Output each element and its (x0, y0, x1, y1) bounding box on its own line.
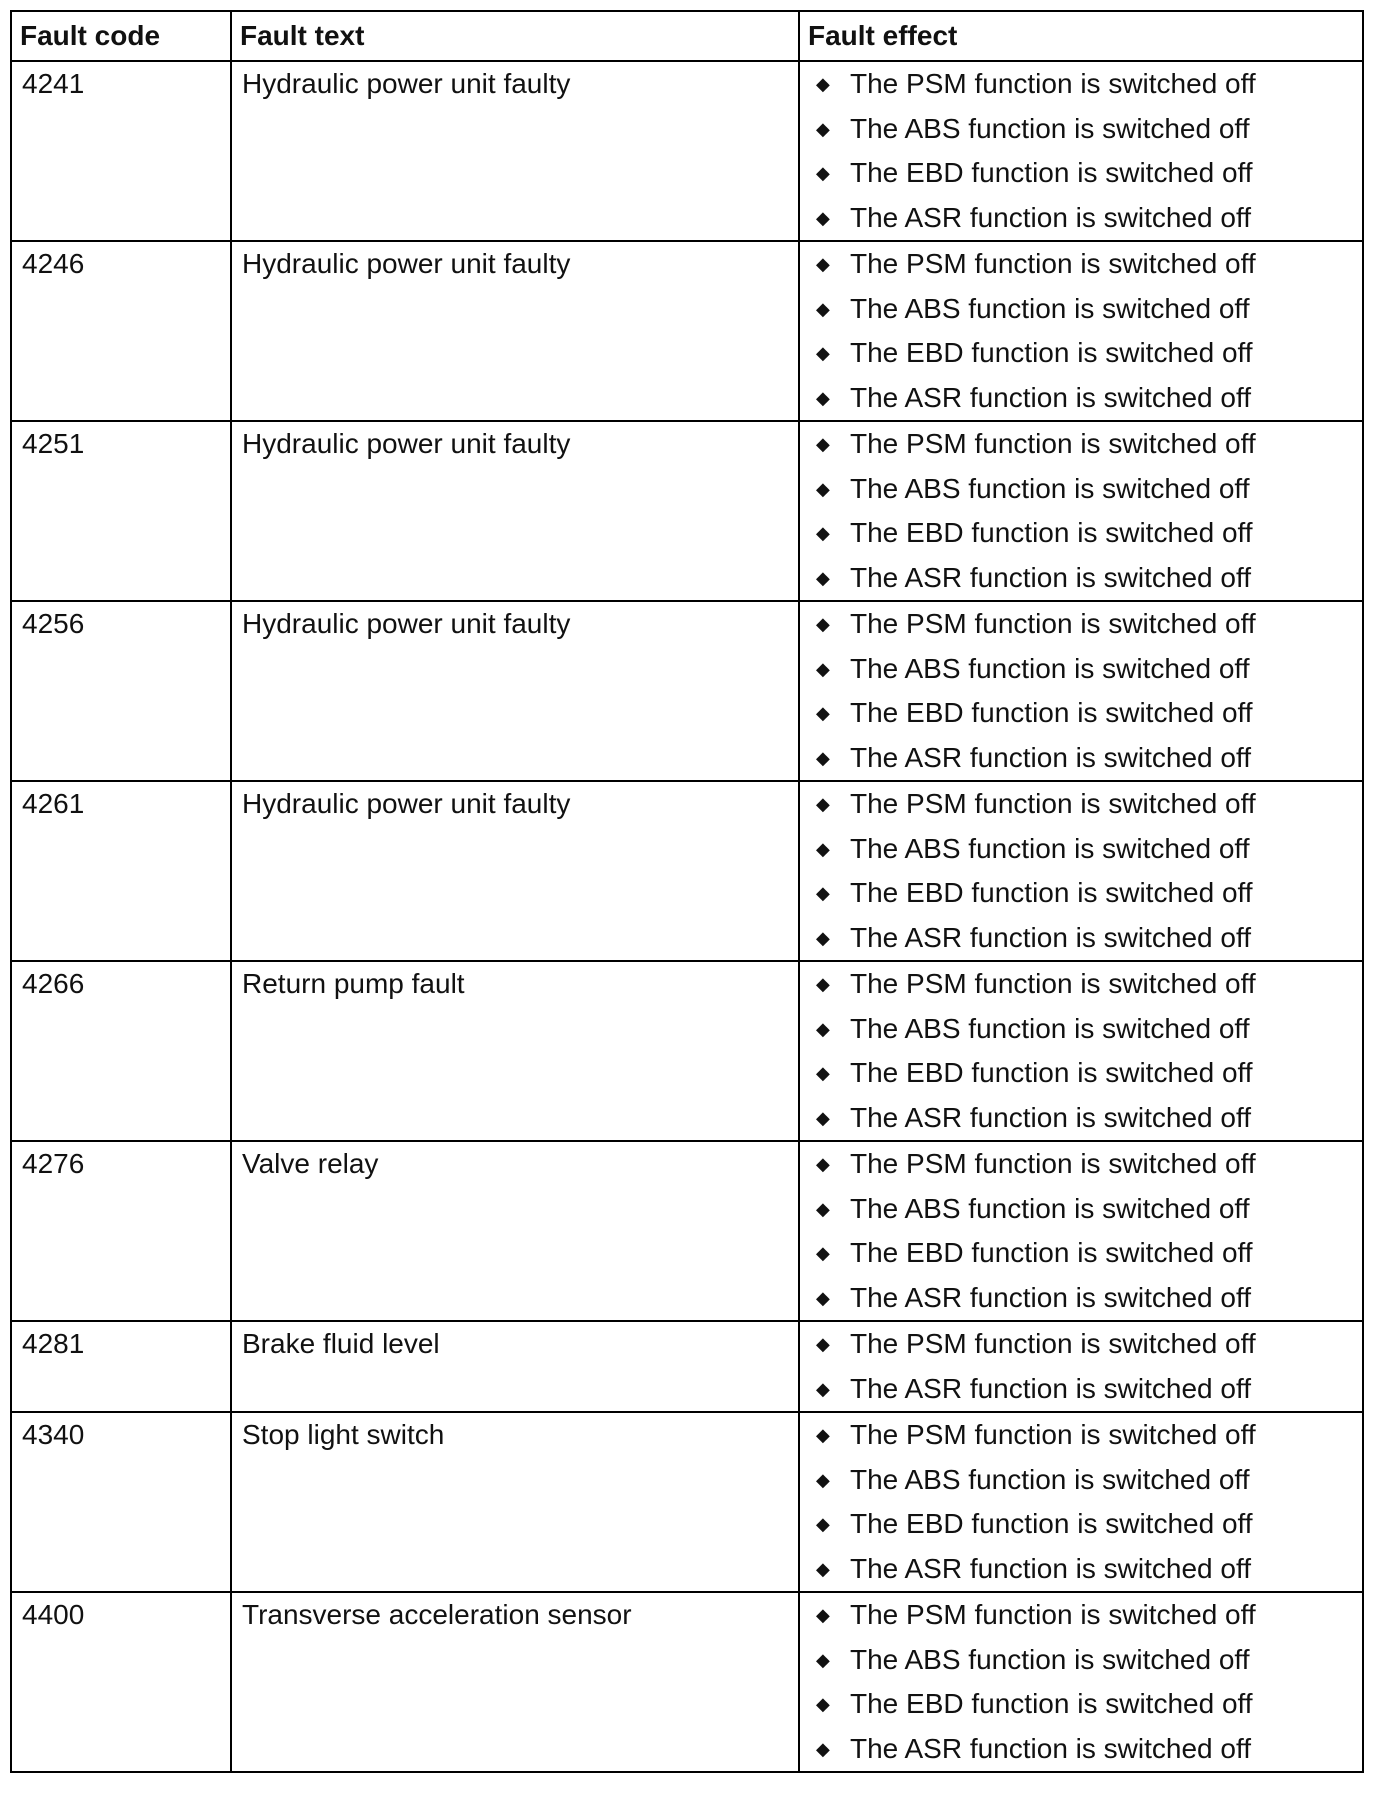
diamond-bullet-icon: ◆ (816, 1605, 830, 1625)
fault-effect-cell (799, 781, 1363, 961)
diamond-bullet-icon: ◆ (816, 658, 830, 679)
fault-code-cell: 4256 (11, 601, 231, 781)
diamond-bullet-icon: ◆ (816, 343, 830, 363)
diamond-bullet-icon: ◆ (816, 1694, 830, 1714)
effect-list (800, 1593, 1362, 1771)
diamond-bullet-icon: ◆ (816, 1378, 830, 1399)
header-fault-text: Fault text (231, 11, 799, 61)
effect-item (800, 782, 1362, 827)
effect-item (800, 422, 1362, 467)
effect-text: The EBD function is switched off (850, 337, 1253, 368)
table-row (11, 61, 1363, 241)
effect-text: The PSM function is switched off (850, 1148, 1256, 1179)
effect-item (800, 962, 1362, 1007)
effect-text: The ASR function is switched off (850, 381, 1252, 413)
diamond-bullet-icon: ◆ (816, 883, 830, 903)
header-row (11, 11, 1363, 61)
table-row (11, 421, 1363, 601)
fault-effect-cell (799, 61, 1363, 241)
effect-item (800, 196, 1362, 241)
diamond-bullet-icon: ◆ (816, 838, 830, 859)
table-row (11, 1592, 1363, 1772)
effect-item (800, 647, 1362, 692)
diamond-bullet-icon: ◆ (816, 1425, 830, 1445)
diamond-bullet-icon: ◆ (816, 927, 830, 948)
effect-item (800, 467, 1362, 512)
fault-code-table (10, 10, 1364, 1773)
effect-text: The EBD function is switched off (850, 877, 1253, 908)
effect-text: The ABS function is switched off (850, 1643, 1250, 1675)
effect-list (800, 782, 1362, 960)
fault-code-cell: 4400 (11, 1592, 231, 1772)
diamond-bullet-icon: ◆ (816, 1738, 830, 1759)
fault-text-cell: Return pump fault (231, 961, 799, 1141)
table-row (11, 1321, 1363, 1412)
effect-text: The PSM function is switched off (850, 968, 1256, 999)
effect-list (800, 1413, 1362, 1591)
effect-item (800, 1007, 1362, 1052)
effect-item (800, 1276, 1362, 1321)
diamond-bullet-icon: ◆ (816, 163, 830, 183)
effect-text: The EBD function is switched off (850, 1057, 1253, 1088)
effect-text: The EBD function is switched off (850, 1237, 1253, 1268)
diamond-bullet-icon: ◆ (816, 478, 830, 499)
effect-item (800, 691, 1362, 736)
effect-text: The ABS function is switched off (850, 1192, 1250, 1224)
effect-item (800, 1096, 1362, 1141)
diamond-bullet-icon: ◆ (816, 567, 830, 588)
effect-list (800, 62, 1362, 240)
fault-text-cell: Hydraulic power unit faulty (231, 601, 799, 781)
diamond-bullet-icon: ◆ (816, 1649, 830, 1670)
fault-text-cell: Valve relay (231, 1141, 799, 1321)
fault-text-cell: Hydraulic power unit faulty (231, 241, 799, 421)
effect-text: The ABS function is switched off (850, 292, 1250, 324)
effect-item (800, 1727, 1362, 1772)
table-header (11, 11, 1363, 61)
effect-text: The ASR function is switched off (850, 1372, 1252, 1404)
effect-item (800, 1547, 1362, 1592)
effect-text: The PSM function is switched off (850, 428, 1256, 459)
diamond-bullet-icon: ◆ (816, 703, 830, 723)
effect-text: The PSM function is switched off (850, 68, 1256, 99)
diamond-bullet-icon: ◆ (816, 387, 830, 408)
header-fault-code: Fault code (11, 11, 231, 61)
effect-text: The ASR function is switched off (850, 201, 1252, 233)
table-row (11, 961, 1363, 1141)
effect-item (800, 511, 1362, 556)
effect-item (800, 916, 1362, 961)
fault-code-cell: 4266 (11, 961, 231, 1141)
effect-list (800, 422, 1362, 600)
fault-effect-cell (799, 421, 1363, 601)
diamond-bullet-icon: ◆ (816, 434, 830, 454)
effect-item (800, 1682, 1362, 1727)
effect-text: The EBD function is switched off (850, 1688, 1253, 1719)
effect-item (800, 287, 1362, 332)
effect-item (800, 1051, 1362, 1096)
diamond-bullet-icon: ◆ (816, 298, 830, 319)
fault-effect-cell (799, 1412, 1363, 1592)
effect-item (800, 1322, 1362, 1367)
effect-item (800, 1187, 1362, 1232)
diamond-bullet-icon: ◆ (816, 1243, 830, 1263)
effect-item (800, 556, 1362, 601)
effect-item (800, 62, 1362, 107)
effect-item (800, 331, 1362, 376)
effect-item (800, 1142, 1362, 1187)
fault-effect-cell (799, 961, 1363, 1141)
diamond-bullet-icon: ◆ (816, 523, 830, 543)
fault-effect-cell (799, 1592, 1363, 1772)
fault-code-cell: 4276 (11, 1141, 231, 1321)
diamond-bullet-icon: ◆ (816, 207, 830, 228)
fault-effect-cell (799, 1321, 1363, 1412)
effect-text: The PSM function is switched off (850, 788, 1256, 819)
fault-text-cell: Transverse acceleration sensor (231, 1592, 799, 1772)
effect-item (800, 107, 1362, 152)
effect-item (800, 151, 1362, 196)
diamond-bullet-icon: ◆ (816, 747, 830, 768)
effect-text: The EBD function is switched off (850, 517, 1253, 548)
table-body (11, 61, 1363, 1772)
fault-text-cell: Hydraulic power unit faulty (231, 421, 799, 601)
effect-text: The EBD function is switched off (850, 1508, 1253, 1539)
diamond-bullet-icon: ◆ (816, 1107, 830, 1128)
effect-text: The PSM function is switched off (850, 608, 1256, 639)
fault-code-cell: 4261 (11, 781, 231, 961)
effect-text: The ASR function is switched off (850, 741, 1252, 773)
fault-text-cell: Stop light switch (231, 1412, 799, 1592)
effect-text: The ASR function is switched off (850, 1281, 1252, 1313)
effect-text: The ABS function is switched off (850, 472, 1250, 504)
diamond-bullet-icon: ◆ (816, 974, 830, 994)
diamond-bullet-icon: ◆ (816, 254, 830, 274)
effect-item (800, 1367, 1362, 1412)
table-row (11, 781, 1363, 961)
effect-item (800, 376, 1362, 421)
effect-text: The PSM function is switched off (850, 1419, 1256, 1450)
effect-list (800, 1142, 1362, 1320)
effect-item (800, 1502, 1362, 1547)
effect-item (800, 1458, 1362, 1503)
effect-text: The ASR function is switched off (850, 1552, 1252, 1584)
diamond-bullet-icon: ◆ (816, 1514, 830, 1534)
effect-list (800, 242, 1362, 420)
effect-text: The ASR function is switched off (850, 921, 1252, 953)
fault-code-cell: 4340 (11, 1412, 231, 1592)
effect-text: The ABS function is switched off (850, 1012, 1250, 1044)
diamond-bullet-icon: ◆ (816, 794, 830, 814)
diamond-bullet-icon: ◆ (816, 1154, 830, 1174)
diamond-bullet-icon: ◆ (816, 1198, 830, 1219)
diamond-bullet-icon: ◆ (816, 1018, 830, 1039)
effect-text: The ASR function is switched off (850, 561, 1252, 593)
diamond-bullet-icon: ◆ (816, 1287, 830, 1308)
effect-item (800, 1593, 1362, 1638)
effect-text: The ABS function is switched off (850, 1463, 1250, 1495)
effect-text: The ABS function is switched off (850, 652, 1250, 684)
effect-item (800, 1638, 1362, 1683)
effect-list (800, 602, 1362, 780)
effect-item (800, 602, 1362, 647)
effect-text: The ASR function is switched off (850, 1101, 1252, 1133)
effect-item (800, 827, 1362, 872)
fault-code-cell: 4251 (11, 421, 231, 601)
fault-code-cell: 4281 (11, 1321, 231, 1412)
effect-text: The PSM function is switched off (850, 1599, 1256, 1630)
effect-text: The ASR function is switched off (850, 1732, 1252, 1764)
effect-item (800, 736, 1362, 781)
fault-effect-cell (799, 601, 1363, 781)
effect-text: The EBD function is switched off (850, 697, 1253, 728)
diamond-bullet-icon: ◆ (816, 74, 830, 94)
effect-text: The EBD function is switched off (850, 157, 1253, 188)
effect-text: The PSM function is switched off (850, 1328, 1256, 1359)
diamond-bullet-icon: ◆ (816, 1334, 830, 1354)
fault-effect-cell (799, 241, 1363, 421)
effect-text: The PSM function is switched off (850, 248, 1256, 279)
fault-text-cell: Hydraulic power unit faulty (231, 61, 799, 241)
effect-text: The ABS function is switched off (850, 832, 1250, 864)
table-row (11, 1412, 1363, 1592)
effect-text: The ABS function is switched off (850, 112, 1250, 144)
diamond-bullet-icon: ◆ (816, 118, 830, 139)
effect-list (800, 1322, 1362, 1411)
effect-item (800, 1413, 1362, 1458)
table-row (11, 601, 1363, 781)
table-row (11, 1141, 1363, 1321)
fault-code-cell: 4246 (11, 241, 231, 421)
effect-item (800, 1231, 1362, 1276)
diamond-bullet-icon: ◆ (816, 1063, 830, 1083)
effect-item (800, 871, 1362, 916)
fault-code-cell: 4241 (11, 61, 231, 241)
diamond-bullet-icon: ◆ (816, 614, 830, 634)
table-row (11, 241, 1363, 421)
fault-text-cell: Hydraulic power unit faulty (231, 781, 799, 961)
fault-text-cell: Brake fluid level (231, 1321, 799, 1412)
header-fault-effect: Fault effect (799, 11, 1363, 61)
effect-list (800, 962, 1362, 1140)
fault-effect-cell (799, 1141, 1363, 1321)
diamond-bullet-icon: ◆ (816, 1469, 830, 1490)
effect-item (800, 242, 1362, 287)
diamond-bullet-icon: ◆ (816, 1558, 830, 1579)
